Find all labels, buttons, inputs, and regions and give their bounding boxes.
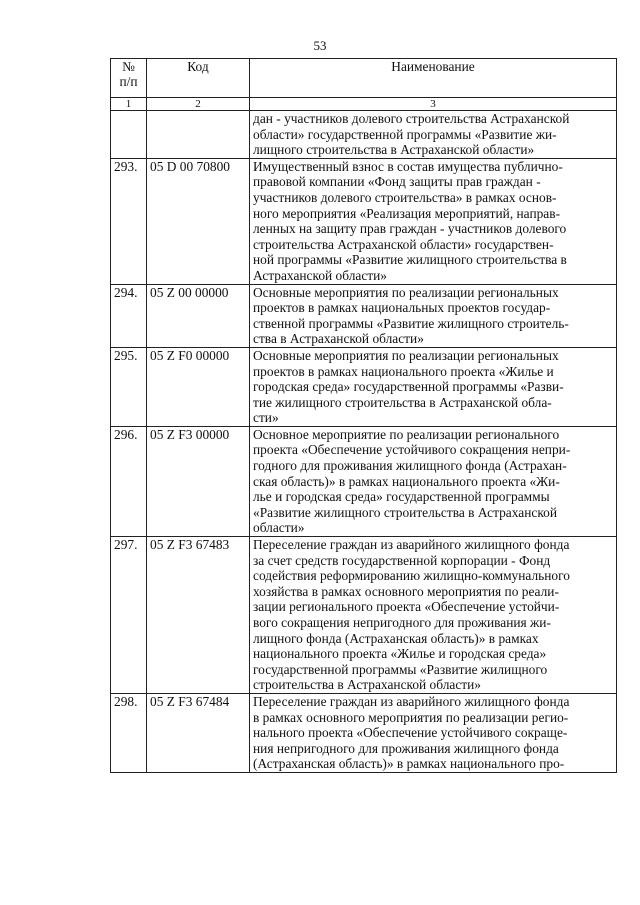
row-code: 05 Z 00 00000 — [147, 284, 250, 347]
row-name-line: в рамках основного мероприятия по реализации регио- — [253, 709, 569, 725]
header-number-abbr: п/п — [119, 74, 138, 89]
header-number — [111, 59, 147, 98]
row-name-line: ленных на защиту прав граждан - участников долевого — [253, 221, 567, 237]
header-code: Код — [147, 59, 250, 98]
column-number-1: 1 — [111, 98, 147, 111]
row-name-line: лье и городская среда» государственной программы — [253, 489, 550, 505]
row-name-line: проектов в рамках национального проекта «Жилье и — [253, 363, 554, 379]
row-name-line: хозяйства в рамках основного мероприятия по реали- — [253, 583, 559, 599]
row-name-line: области» — [253, 520, 305, 536]
table-row — [111, 284, 617, 347]
row-name-line: строительства в Астраханской области» — [253, 677, 481, 693]
row-name-line: Основное мероприятие по реализации регионального — [253, 426, 560, 442]
row-name-line: вого сокращения непригодного для проживания жи- — [253, 615, 551, 630]
row-number: 298. — [111, 693, 147, 772]
row-name-line: Основные мероприятия по реализации региональных — [253, 284, 559, 300]
row-name-line: зации регионального проекта «Обеспечение устойчи- — [253, 599, 560, 615]
column-number-2: 2 — [147, 98, 250, 111]
row-name — [250, 158, 617, 284]
header-number-sign: № — [122, 59, 135, 74]
row-name-line: «Развитие жилищного строительства в Астраханской — [253, 504, 558, 520]
row-code: 05 Z F3 00000 — [147, 426, 250, 536]
row-name-line: городская среда» государственной программы «Разви- — [253, 379, 564, 395]
row-name-line: национального проекта «Жилье и городская среда» — [253, 646, 547, 662]
row-name-line: нального проекта «Обеспечение устойчивого сокраще- — [253, 725, 568, 741]
row-name-line: участников долевого строительства» в рамках основ- — [253, 189, 557, 205]
row-name — [250, 284, 617, 347]
row-name-line: Астраханской области» — [253, 267, 387, 283]
row-name-line: ская область)» в рамках национального проекта «Жи- — [253, 473, 560, 489]
table-row — [111, 347, 617, 426]
row-name-line: ного мероприятия «Реализация мероприятий, направ- — [253, 205, 561, 221]
table-row — [111, 537, 617, 694]
row-name-line: ства в Астраханской области» — [253, 331, 424, 347]
row-name-line: (Астраханская область)» в рамках национального про- — [253, 756, 565, 772]
row-number: 296. — [111, 426, 147, 536]
row-number: 294. — [111, 284, 147, 347]
row-name-line: государственной программы «Развитие жилищного — [253, 661, 548, 677]
row-name-line: проектов в рамках национальных проектов государ- — [253, 300, 551, 316]
table-body — [111, 111, 617, 773]
row-name — [250, 111, 617, 159]
table-row — [111, 426, 617, 536]
row-name-line: содействия реформированию жилищно-коммунального — [253, 568, 570, 584]
row-name-line: Основные мероприятия по реализации региональных — [253, 347, 559, 363]
column-numbers-row — [111, 98, 617, 111]
row-name-line: тие жилищного строительства в Астраханской обла- — [253, 394, 552, 410]
row-number: 297. — [111, 537, 147, 694]
row-name-line: лищного фонда (Астраханская область)» в рамках — [253, 630, 539, 646]
row-name — [250, 693, 617, 772]
row-name-line: проекта «Обеспечение устойчивого сокращения непри- — [253, 442, 571, 458]
row-name-line: ственной программы «Развитие жилищного строитель- — [253, 315, 569, 331]
row-name — [250, 537, 617, 694]
row-code — [147, 111, 250, 159]
row-name-line: строительства Астраханской области» государствен- — [253, 236, 554, 252]
table-row — [111, 158, 617, 284]
row-name-line: за счет средств государственной корпорации - Фонд — [253, 552, 551, 568]
row-name-line: годного для проживания жилищного фонда (Астрахан- — [253, 458, 567, 474]
row-name-line: правовой компании «Фонд защиты прав граждан - — [253, 174, 541, 190]
row-name — [250, 426, 617, 536]
row-code: 05 Z F3 67483 — [147, 537, 250, 694]
table-header-row — [111, 59, 617, 98]
row-name — [250, 347, 617, 426]
row-code: 05 Z F3 67484 — [147, 693, 250, 772]
row-name-line: Переселение граждан из аварийного жилищного фонда — [253, 537, 570, 553]
page-number: 53 — [313, 38, 327, 53]
row-name-line: области» государственной программы «Развитие жи- — [253, 126, 557, 142]
row-number: 295. — [111, 347, 147, 426]
row-name-line: ной программы «Развитие жилищного строительства в — [253, 252, 567, 268]
budget-classification-table — [110, 58, 617, 773]
row-code: 05 D 00 70800 — [147, 158, 250, 284]
row-code: 05 Z F0 00000 — [147, 347, 250, 426]
header-name: Наименование — [250, 59, 617, 98]
row-name-line: лищного строительства в Астраханской области» — [253, 142, 535, 158]
table-row — [111, 111, 617, 159]
row-name-line: Переселение граждан из аварийного жилищного фонда — [253, 693, 570, 709]
row-number: 293. — [111, 158, 147, 284]
column-number-3: 3 — [250, 98, 617, 111]
table-row — [111, 693, 617, 772]
row-name-line: дан - участников долевого строительства Астраханской — [253, 111, 570, 126]
row-name-line: ния непригодного для проживания жилищного фонда — [253, 740, 559, 756]
row-name-line: сти» — [253, 410, 279, 426]
row-name-line: Имущественный взнос в состав имущества публично- — [253, 158, 563, 174]
row-number — [111, 111, 147, 159]
